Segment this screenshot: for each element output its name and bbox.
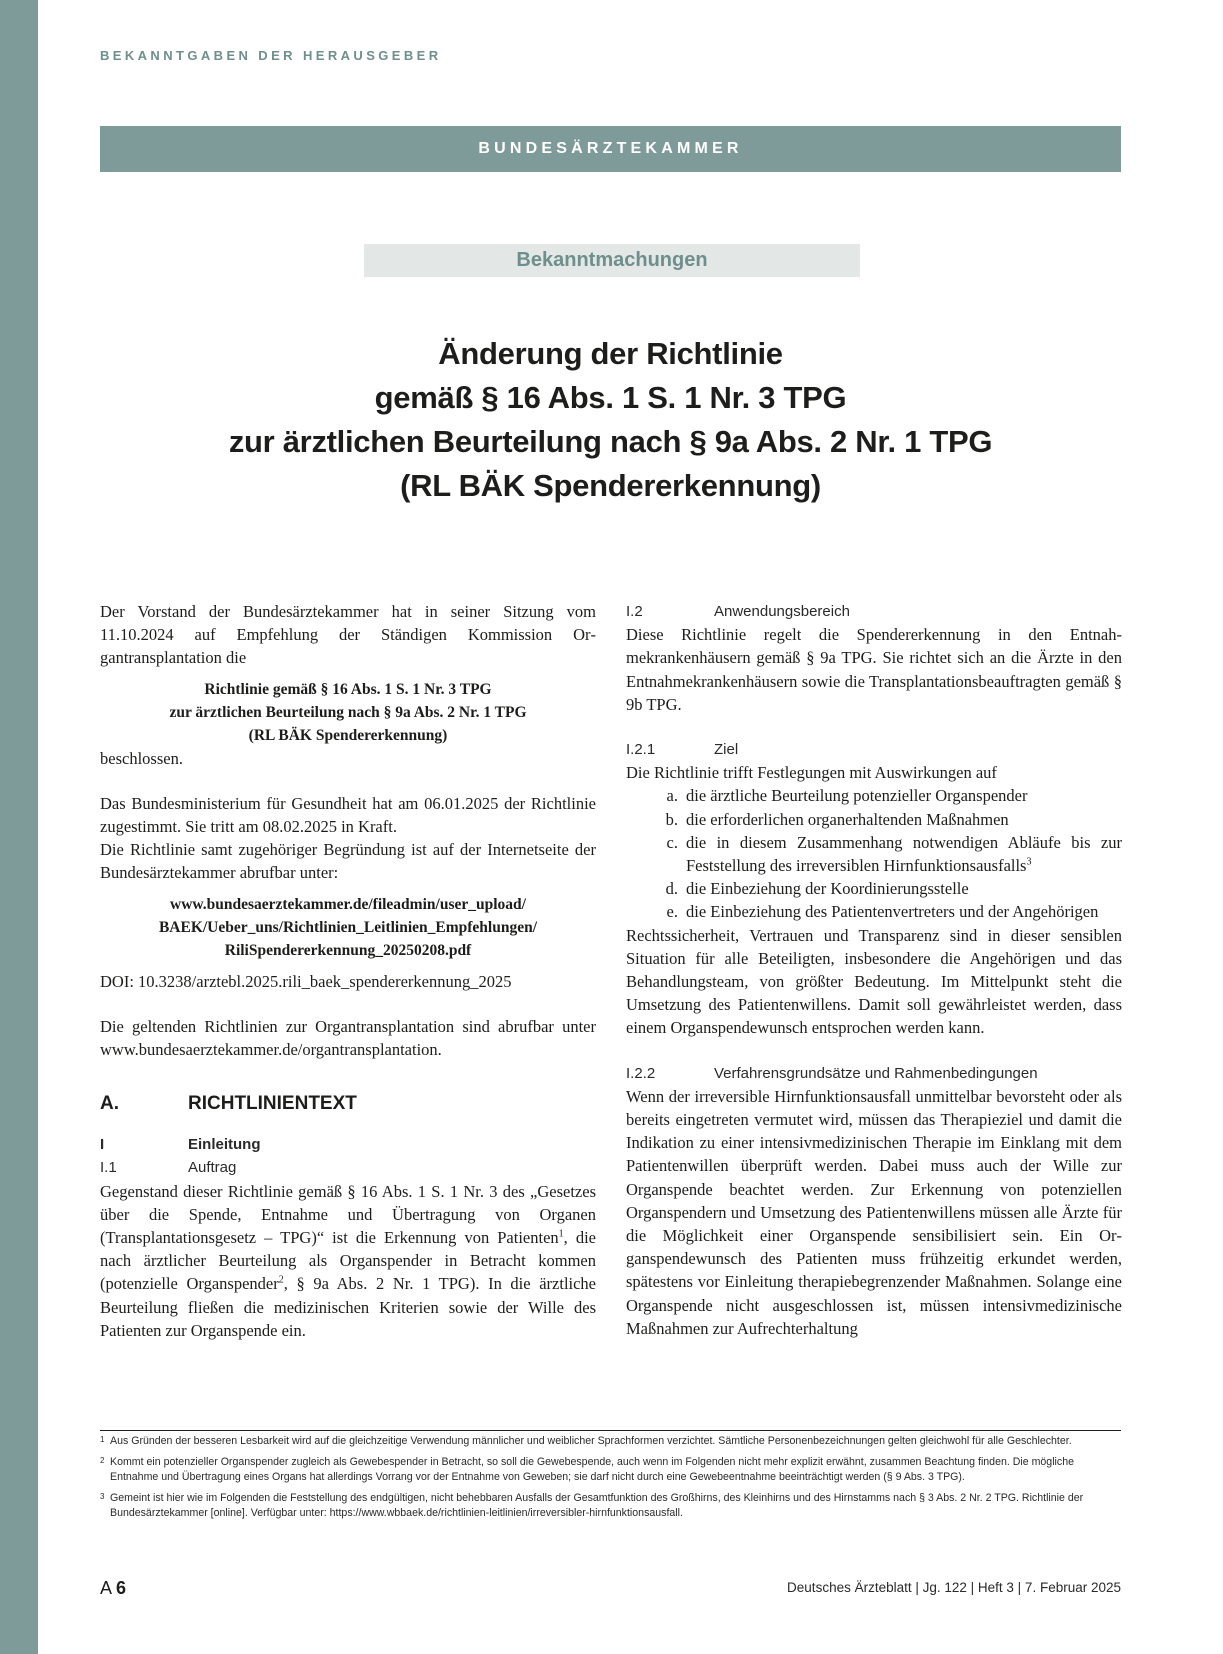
section-kicker: BEKANNTGABEN DER HERAUSGEBER — [100, 48, 442, 63]
section-i22-number: I.2.2 — [626, 1064, 656, 1082]
publisher-banner: BUNDESÄRZTEKAMMER — [100, 126, 1121, 172]
url-line: RiliSpendererkennung_20250208.pdf — [224, 941, 472, 959]
list-item: b. die erforderlichen organerhaltenden Maßnahmen — [665, 809, 1009, 829]
section-i21-heading — [626, 738, 1122, 761]
availability-paragraph: Die Richtlinie samt zugehöriger Begründung ist auf der Internetseite der Bundesärztekammer abrufbar unter: — [100, 840, 596, 883]
section-i22-title: Verfahrensgrundsätze und Rahmenbedingungen — [714, 1064, 1038, 1082]
list-item: e. die Einbeziehung des Patientenvertreters und der Angehörigen — [666, 902, 1099, 922]
section-i2-number: I.2 — [626, 603, 643, 620]
intro-paragraph: Der Vorstand der Bundesärztekammer hat in seiner Sitzung vom 11.10.2024 auf Empfehlung der Ständigen Kommission Organtransplantation die — [100, 602, 596, 668]
footnote-ref[interactable]: 1 — [558, 1228, 564, 1240]
title-line: Änderung der Richtlinie — [438, 336, 783, 371]
section-i2-title: Anwendungsbereich — [714, 603, 850, 620]
url-line: www.bundesaerztekammer.de/fileadmin/user_upload/ — [170, 895, 526, 913]
goal-paragraph: Rechtssicherheit, Vertrauen und Transparenz sind in dieser sensiblen Situation für alle Beteiligten, insbesondere die Angehörigen und das Behandlungsteam, von größter Bedeutung. Im Mittelpunkt steht die Umsetzung des Patientenwillens. Damit soll gewährleistet werden, dass einem Organspendewunsch entsprochen werden kann. — [626, 925, 1122, 1038]
footnote-ref[interactable]: 2 — [278, 1274, 284, 1286]
title-line: gemäß § 16 Abs. 1 S. 1 Nr. 3 TPG — [374, 380, 847, 415]
decision-title — [100, 678, 596, 747]
list-item: a. die ärztliche Beurteilung potenzieller Organspender — [666, 786, 1028, 806]
guidelines-link-paragraph: Die geltenden Richtlinien zur Organtransplantation sind abrufbar unter www.bundesaerztekammer.de/organtransplantation. — [100, 1016, 596, 1060]
scope-paragraph: Diese Richtlinie regelt die Spendererkennung in den Entnahmekrankenhäusern gemäß § 9a TPG. Sie richtet sich an die Ärzte in den Entnahmekrankenhäusern sowie die Transplantationsbeauftragten gemäß § 9b TPG. — [626, 625, 1122, 714]
guideline-url[interactable] — [100, 893, 596, 962]
goal-intro: Die Richtlinie trifft Festlegungen mit Auswirkungen auf — [626, 763, 997, 783]
section-label: Bekanntmachungen — [364, 244, 860, 277]
section-i22-heading — [626, 1062, 1122, 1085]
title-line: (RL BÄK Spendererkennung) — [400, 468, 821, 503]
section-i1-heading — [100, 1156, 596, 1179]
footnote-divider — [100, 1430, 1121, 1431]
list-item: d. die Einbeziehung der Koordinierungsstelle — [665, 879, 969, 899]
section-i-title: Einleitung — [188, 1136, 261, 1154]
footnote-ref[interactable]: 3 — [1026, 856, 1032, 868]
section-a-title: RICHTLINIENTEXT — [188, 1093, 357, 1115]
resolved-text: beschlossen. — [100, 748, 183, 768]
section-a-heading — [100, 1091, 596, 1117]
section-i-heading — [100, 1133, 596, 1156]
journal-citation: Deutsches Ärzteblatt | Jg. 122 | Heft 3 | 7. Februar 2025 — [787, 1580, 1121, 1595]
ministry-paragraph: Das Bundesministerium für Gesundheit hat am 06.01.2025 der Richtlinie zugestimmt. Sie tritt am 08.02.2025 in Kraft. — [100, 793, 596, 837]
section-i-number: I — [100, 1136, 105, 1154]
doi-text: DOI: 10.3238/arztebl.2025.rili_baek_spendererkennung_2025 — [100, 971, 512, 991]
page-number: A 6 — [100, 1578, 127, 1598]
goal-list — [626, 784, 1122, 923]
sidebar-stripe — [0, 0, 38, 1654]
section-a-number: A. — [100, 1093, 119, 1115]
list-item: c. die in diesem Zusammenhang notwendigen Abläufe bis zur Feststellung des irreversiblen Hirnfunktionsausfalls$^3$ — [666, 832, 1122, 876]
decision-line: Richtlinie gemäß § 16 Abs. 1 S. 1 Nr. 3 TPG — [204, 680, 492, 698]
footnote: 2 Kommt ein potenzieller Organspender zugleich als Gewebespender in Betracht, so soll die Gewebespende, auch wenn im Folgenden nicht mehr explizit erwähnt, zusammen Beachtung finden. Die mögliche Entnahme und Übertragung eines Organs hat allerdings Vorrang vor der Entnahme von Geweben; sie darf nicht durch eine Gewebeentnahme beeinträchtigt werden (§ 9 Abs. 3 TPG). — [100, 1456, 1074, 1483]
footnote: 1 Aus Gründen der besseren Lesbarkeit wird auf die gleichzeitige Verwendung männlicher und weiblicher Sprachformen verzichtet. Sämtliche Personenbezeichnungen gelten gleichwohl für alle Geschlechter. — [100, 1435, 1072, 1447]
left-column — [100, 600, 596, 1342]
title-line: zur ärztlichen Beurteilung nach § 9a Abs. 2 Nr. 1 TPG — [228, 424, 993, 459]
decision-line: zur ärztlichen Beurteilung nach § 9a Abs. 2 Nr. 1 TPG — [169, 703, 527, 721]
section-i21-number: I.2.1 — [626, 741, 656, 759]
decision-line: (RL BÄK Spendererkennung) — [248, 726, 448, 744]
section-i1-number: I.1 — [100, 1159, 117, 1177]
article-title — [100, 332, 1121, 508]
section-i2-heading — [626, 600, 1122, 623]
section-i21-title: Ziel — [714, 741, 739, 759]
footnotes — [100, 1434, 1121, 1527]
procedure-paragraph: Wenn der irreversible Hirnfunktionsausfall unmittelbar bevorsteht oder als bereits eingetreten vermutet wird, müssen das Therapieziel und damit die Indikation zu einer intensivmedizinischen Therapie im Einklang mit dem Patientenwillen überprüft werden. Dabei muss auch der Wille zur Organspende beachtet werden. Zur Erkennung von potenziellen Organspendern und Umsetzung des Patientenwillens müssen alle Ärzte für die Möglichkeit einer Organspende sensibilisiert sein. Ein Organspendewunsch des Patienten muss frühzeitig erkundet werden, spätestens vor Einleitung therapiebegrenzender Maßnahmen. Solange eine Organspende nicht ausgeschlossen ist, müssen intensivmedizinische Maßnahmen zur Aufrechterhaltung — [626, 1086, 1122, 1338]
url-line: BAEK/Ueber_uns/Richtlinien_Leitlinien_Empfehlungen/ — [158, 918, 538, 936]
section-i1-title: Auftrag — [188, 1159, 237, 1177]
mandate-paragraph: Gegenstand dieser Richtlinie gemäß § 16 Abs. 1 S. 1 Nr. 3 des „Gesetzes über die Spende, Entnahme und Übertragung von Organen (Transplantationsgesetz – TPG)“ ist die Erkennung von Patienten$^1$, die nach ärztlicher Beurteilung als Organspender in Betracht kommen (potenzielle Organspender$^2$, § 9a Abs. 2 Nr. 1 TPG). In die ärztliche Beurteilung fließen die medizinischen Kriterien sowie der Wille des Patienten zur Organspende ein. — [100, 1181, 597, 1340]
footnote: 3 Gemeint ist hier wie im Folgenden die Feststellung des endgültigen, nicht behebbaren Ausfalls der Gesamtfunktion des Großhirns, des Kleinhirns und des Hirnstamms nach § 3 Abs. 2 Nr. 2 TPG. Richtlinie der Bundesärztekammer [online]. Verfügbar unter: https://www.wbbaek.de/richtlinien-leitlinien/irreversibler-hirnfunktionsausfall. — [100, 1492, 1084, 1519]
right-column — [626, 600, 1122, 1340]
